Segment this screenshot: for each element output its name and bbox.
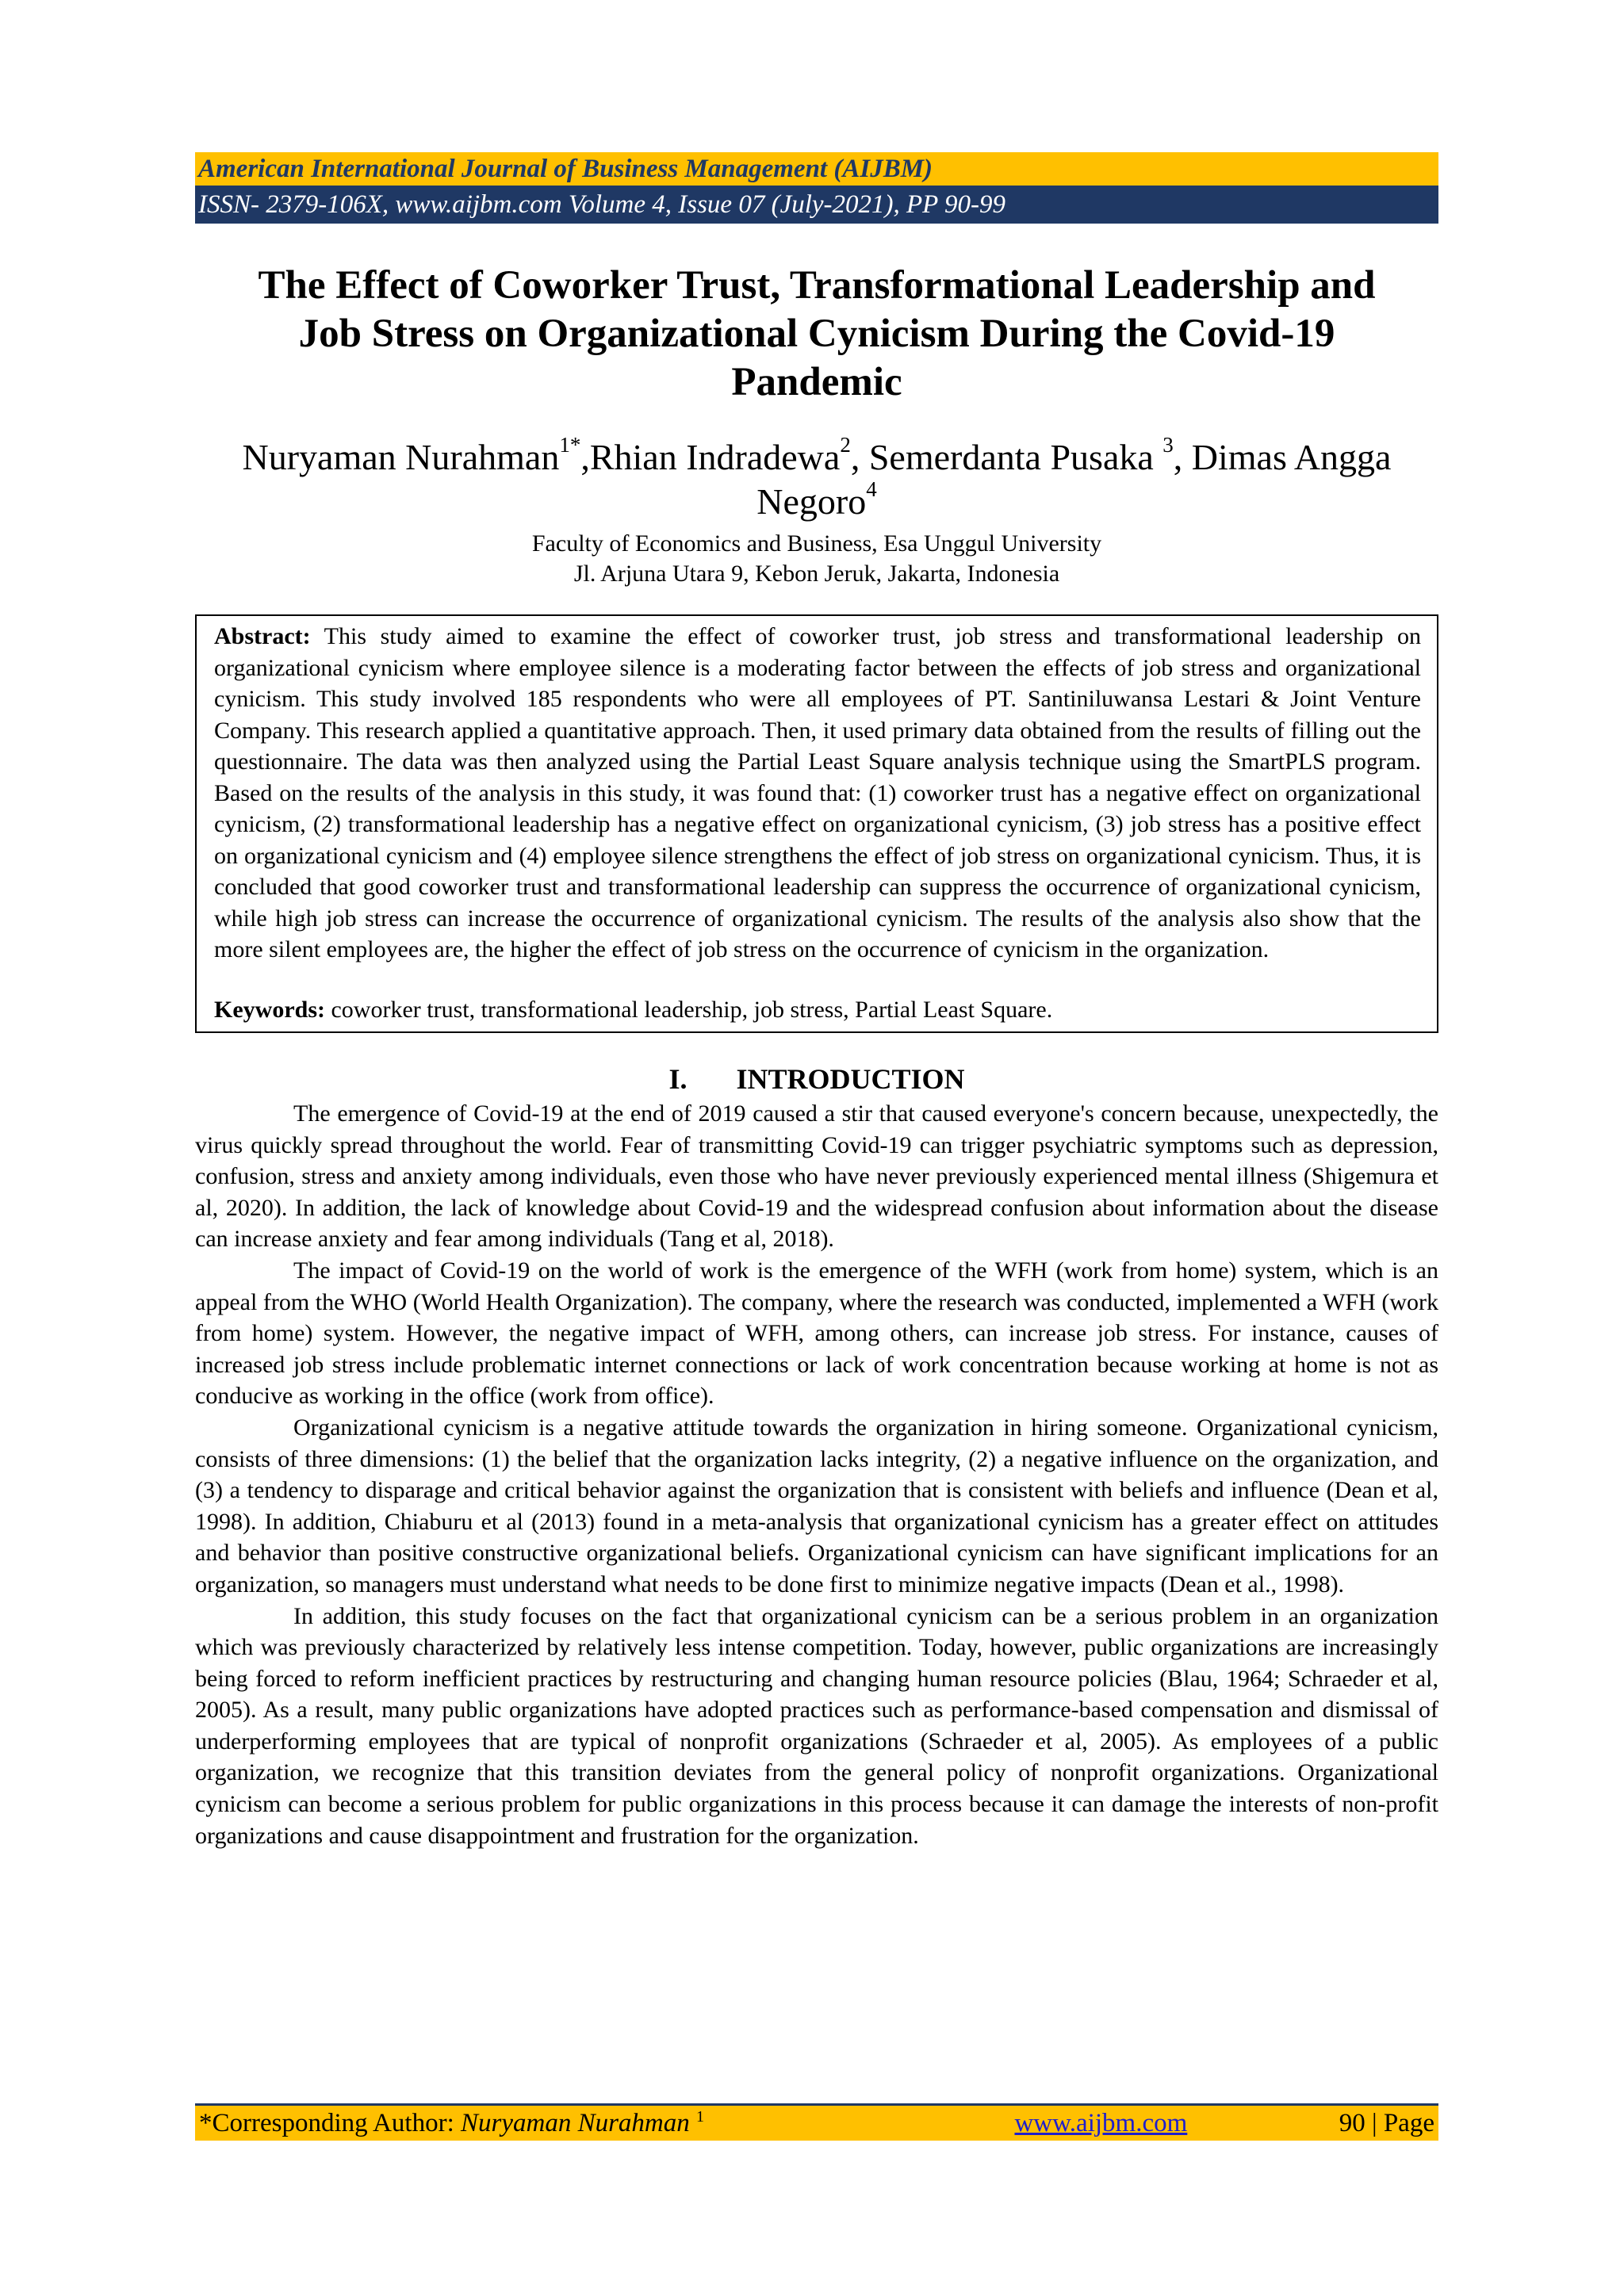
issn-line: ISSN- 2379-106X, www.aijbm.com Volume 4, Issue 07 (July-2021), PP 90-99 <box>198 189 1005 219</box>
paper-page <box>195 152 1438 1851</box>
abstract-paragraph <box>214 621 1421 966</box>
affiliation-line: Jl. Arjuna Utara 9, Kebon Jeruk, Jakarta, Indonesia <box>573 561 1060 587</box>
body-paragraph: The impact of Covid-19 on the world of work is the emergence of the WFH (work from home) system, which is an appeal from the WHO (World Health Organization). The company, where the research was conducted, implemented a WFH (work from home) system. However, the negative impact of WFH, among others, can increase job stress. For instance, causes of increased job stress include problematic internet connections or lack of work concentration because working at home is not as conducive as working in the office (work from office). <box>195 1257 1438 1410</box>
title-line: The Effect of Coworker Trust, Transformational Leadership and <box>258 263 1376 308</box>
author-list <box>195 435 1438 524</box>
title-line: Pandemic <box>731 360 902 404</box>
corresponding-name: Nuryaman Nurahman <box>460 2108 697 2137</box>
section-number: I. <box>668 1063 688 1095</box>
keywords-label: Keywords: <box>214 996 325 1023</box>
abstract-label: Abstract: <box>214 623 311 649</box>
abstract-text: This study aimed to examine the effect of coworker trust, job stress and transformational leadership on organizational cynicism where employee silence is a moderating factor between the effects of job stress and organizational cynicism. This study involved 185 respondents who were all employees of PT. Santiniluwansa Lestari & Joint Venture Company. This research applied a quantitative approach. Then, it used primary data obtained from the results of filling out the questionnaire. The data was then analyzed using the Partial Least Square analysis technique using the SmartPLS program. Based on the results of the analysis in this study, it was found that: (1) coworker trust has a negative effect on organizational cynicism, (2) transformational leadership has a negative effect on organizational cynicism, (3) job stress has a positive effect on organizational cynicism and (4) employee silence strengthens the effect of job stress on organizational cynicism. Thus, it is concluded that good coworker trust and transformational leadership can suppress the occurrence of organizational cynicism, while high job stress can increase the occurrence of organizational cynicism. The results of the analysis also show that the more silent employees are, the higher the effect of job stress on the occurrence of cynicism in the organization. <box>214 623 1421 962</box>
body-paragraph: The emergence of Covid-19 at the end of 2019 caused a stir that caused everyone's concern because, unexpectedly, the virus quickly spread throughout the world. Fear of transmitting Covid-19 can trigger psychiatric symptoms such as depression, confusion, stress and anxiety among individuals, even those who have never previously experienced mental illness (Shigemura et al, 2020). In addition, the lack of knowledge about Covid-19 and the widespread confusion about information about the disease can increase anxiety and fear among individuals (Tang et al, 2018). <box>195 1100 1438 1253</box>
author-name: Negoro <box>756 481 867 522</box>
body-paragraph: In addition, this study focuses on the fact that organizational cynicism can be a serious problem in an organization which was previously characterized by relatively less intense competition. Today, however, public organizations are increasingly being forced to reform inefficient practices by restructuring and changing human resource policies (Blau, 1964; Schraeder et al, 2005). As a result, many public organizations have adopted practices such as performance-based compensation and dismissal of underperforming employees that are typical of nonprofit organizations (Schraeder et al, 2005). As employees of a public organization, we recognize that this transition deviates from the general policy of nonprofit organizations. Organizational cynicism can become a serious problem for public organizations in this process because it can damage the interests of non-profit organizations and cause disappointment and frustration for the organization. <box>195 1602 1438 1849</box>
affiliation <box>195 529 1438 589</box>
website-link[interactable]: www.aijbm.com <box>1014 2108 1188 2137</box>
affiliation-line: Faculty of Economics and Business, Esa Unggul University <box>531 530 1102 557</box>
author-name: , Semerdanta Pusaka <box>850 437 1163 477</box>
keywords <box>214 994 1421 1026</box>
page-footer <box>195 2103 1438 2141</box>
page-number: 90 | Page <box>1339 2108 1434 2137</box>
corresponding-author <box>199 2109 704 2138</box>
section-title: INTRODUCTION <box>736 1063 965 1095</box>
author-name: , Dimas Angga <box>1173 437 1392 477</box>
keywords-text: coworker trust, transformational leadership, job stress, Partial Least Square. <box>331 996 1053 1023</box>
journal-name: American International Journal of Business Management (AIJBM) <box>198 154 933 183</box>
abstract-box <box>195 614 1438 1033</box>
section-heading <box>195 1062 1438 1096</box>
author-name: ,Rhian Indradewa <box>580 437 841 477</box>
issn-band <box>195 186 1438 224</box>
author-marker: 4 <box>866 477 877 501</box>
corresponding-label: *Corresponding Author: <box>199 2108 461 2137</box>
body-paragraph: Organizational cynicism is a negative attitude towards the organization in hiring someone. Organizational cynicism, consists of three dimensions: (1) the belief that the organization lacks integrity, (2) a negative influence on the organization, and (3) a tendency to disparage and critical behavior against the organization that is consistent with beliefs and influence (Dean et al, 1998). In addition, Chiaburu et al (2013) found in a meta-analysis that organizational cynicism has a greater effect on attitudes and behavior than positive constructive organizational beliefs. Organizational cynicism can have significant implications for an organization, so managers must understand what needs to be done first to minimize negative impacts (Dean et al., 1998). <box>195 1414 1438 1598</box>
author-marker: 1* <box>559 433 581 457</box>
author-marker: 3 <box>1162 433 1174 457</box>
paper-title <box>195 262 1438 407</box>
journal-name-band <box>195 152 1438 186</box>
title-line: Job Stress on Organizational Cynicism During the Covid-19 <box>298 312 1335 356</box>
author-name: Nuryaman Nurahman <box>242 437 560 477</box>
body-text <box>195 1098 1438 1851</box>
author-marker: 2 <box>840 433 851 457</box>
corresponding-marker: 1 <box>696 2107 705 2126</box>
